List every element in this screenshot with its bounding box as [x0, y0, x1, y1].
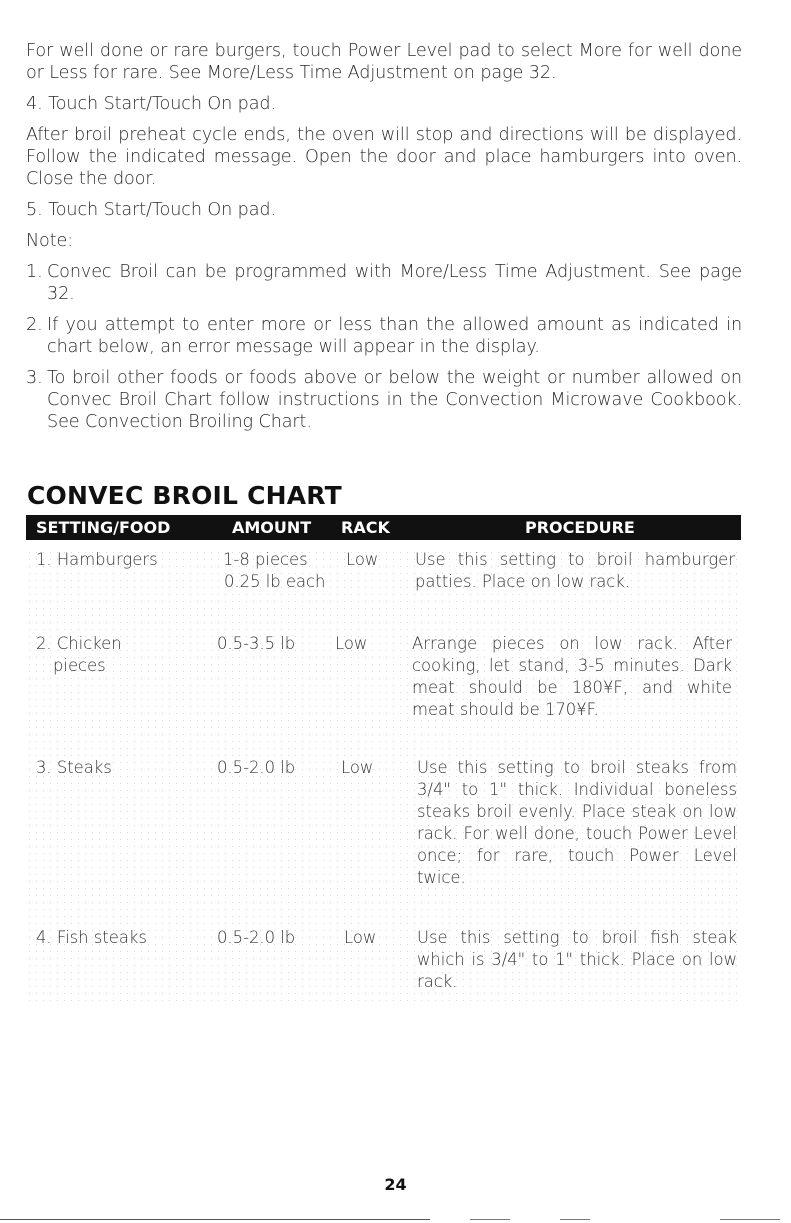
note-number: 1. [26, 262, 43, 282]
note-text: To broil other foods or foods above or below the weight or number allowed on Convec Broil Chart follow instructions in the Convection Microwave Cookbook. See Convection Broiling Chart. [47, 368, 742, 432]
procedure-cell: Use this setting to broil hamburger patties. Place on low rack. [415, 550, 735, 591]
note-item [26, 314, 742, 358]
header-procedure: PROCEDURE [525, 518, 635, 537]
procedure-cell: Arrange pieces on low rack. After cooking, let stand, 3-5 minutes. Dark meat should be 180¥F, and white meat should be 170¥F. [412, 634, 732, 719]
note-number: 2. [26, 315, 43, 335]
procedure-cell: Use this setting to broil steaks from 3/4" to 1" thick. Individual boneless steaks broil evenly. Place steak on low rack. For well done, touch Power Level once; for rare, touch Power Level twice. [417, 758, 737, 887]
food-cell: 3. Steaks [36, 758, 112, 777]
header-rack: RACK [341, 518, 390, 537]
header-setting-food: SETTING/FOOD [36, 518, 171, 537]
amount-cell [223, 549, 353, 593]
note-list [26, 261, 742, 433]
amount-cell: 0.5-2.0 lb [217, 928, 296, 947]
food-cell [36, 549, 206, 571]
chart-title: CONVEC BROIL CHART [27, 481, 342, 510]
note-item [26, 367, 742, 433]
footer-rule [0, 1219, 430, 1220]
food-cell: 4. Fish steaks [36, 928, 147, 947]
intro-paragraph-2: After broil preheat cycle ends, the oven will stop and directions will be displayed. Follow the indicated message. Open the door and place hamburgers into oven. Close the door. [26, 125, 742, 189]
table-row [26, 927, 741, 1007]
table-row [26, 549, 741, 633]
note-text: If you attempt to enter more or less than the allowed amount as indicated in chart below, an error message will appear in the display. [47, 315, 742, 357]
rack-cell: Low [346, 550, 379, 569]
note-text: Convec Broil can be programmed with More/Less Time Adjustment. See page 32. [47, 262, 742, 304]
note-label: Note: [26, 231, 74, 251]
food-name: 2. Chicken [36, 634, 122, 653]
procedure-cell: Use this setting to broil fish steak which is 3/4" to 1" thick. Place on low rack. [417, 928, 737, 991]
table-row [26, 757, 741, 927]
food-cell [36, 633, 206, 677]
rack-cell: Low [344, 928, 377, 947]
amount-detail: 0.25 lb each [224, 572, 326, 591]
step-5: 5. Touch Start/Touch On pad. [26, 200, 276, 220]
header-amount: AMOUNT [232, 518, 312, 537]
footer-rule-dash [470, 1219, 510, 1220]
footer-rule-dash [560, 1219, 590, 1220]
food-name: 1. Hamburgers [36, 550, 158, 569]
table-row [26, 633, 741, 757]
rack-cell: Low [335, 634, 368, 653]
page-number: 24 [384, 1175, 407, 1194]
intro-text [26, 40, 742, 442]
step-4: 4. Touch Start/Touch On pad. [26, 94, 276, 114]
rack-cell: Low [341, 758, 374, 777]
chart-header-row [26, 515, 741, 540]
intro-paragraph-1: For well done or rare burgers, touch Power Level pad to select More for well done or Less for rare. See More/Less Time Adjustment on page 32. [26, 41, 742, 83]
amount-cell: 0.5-3.5 lb [217, 634, 296, 653]
note-number: 3. [26, 368, 43, 388]
amount-cell: 0.5-2.0 lb [217, 758, 296, 777]
note-item [26, 261, 742, 305]
amount-value: 1-8 pieces [223, 550, 308, 569]
footer-rule-dash [720, 1219, 780, 1220]
food-name-continued: pieces [53, 656, 106, 675]
chart-body [26, 549, 741, 1007]
